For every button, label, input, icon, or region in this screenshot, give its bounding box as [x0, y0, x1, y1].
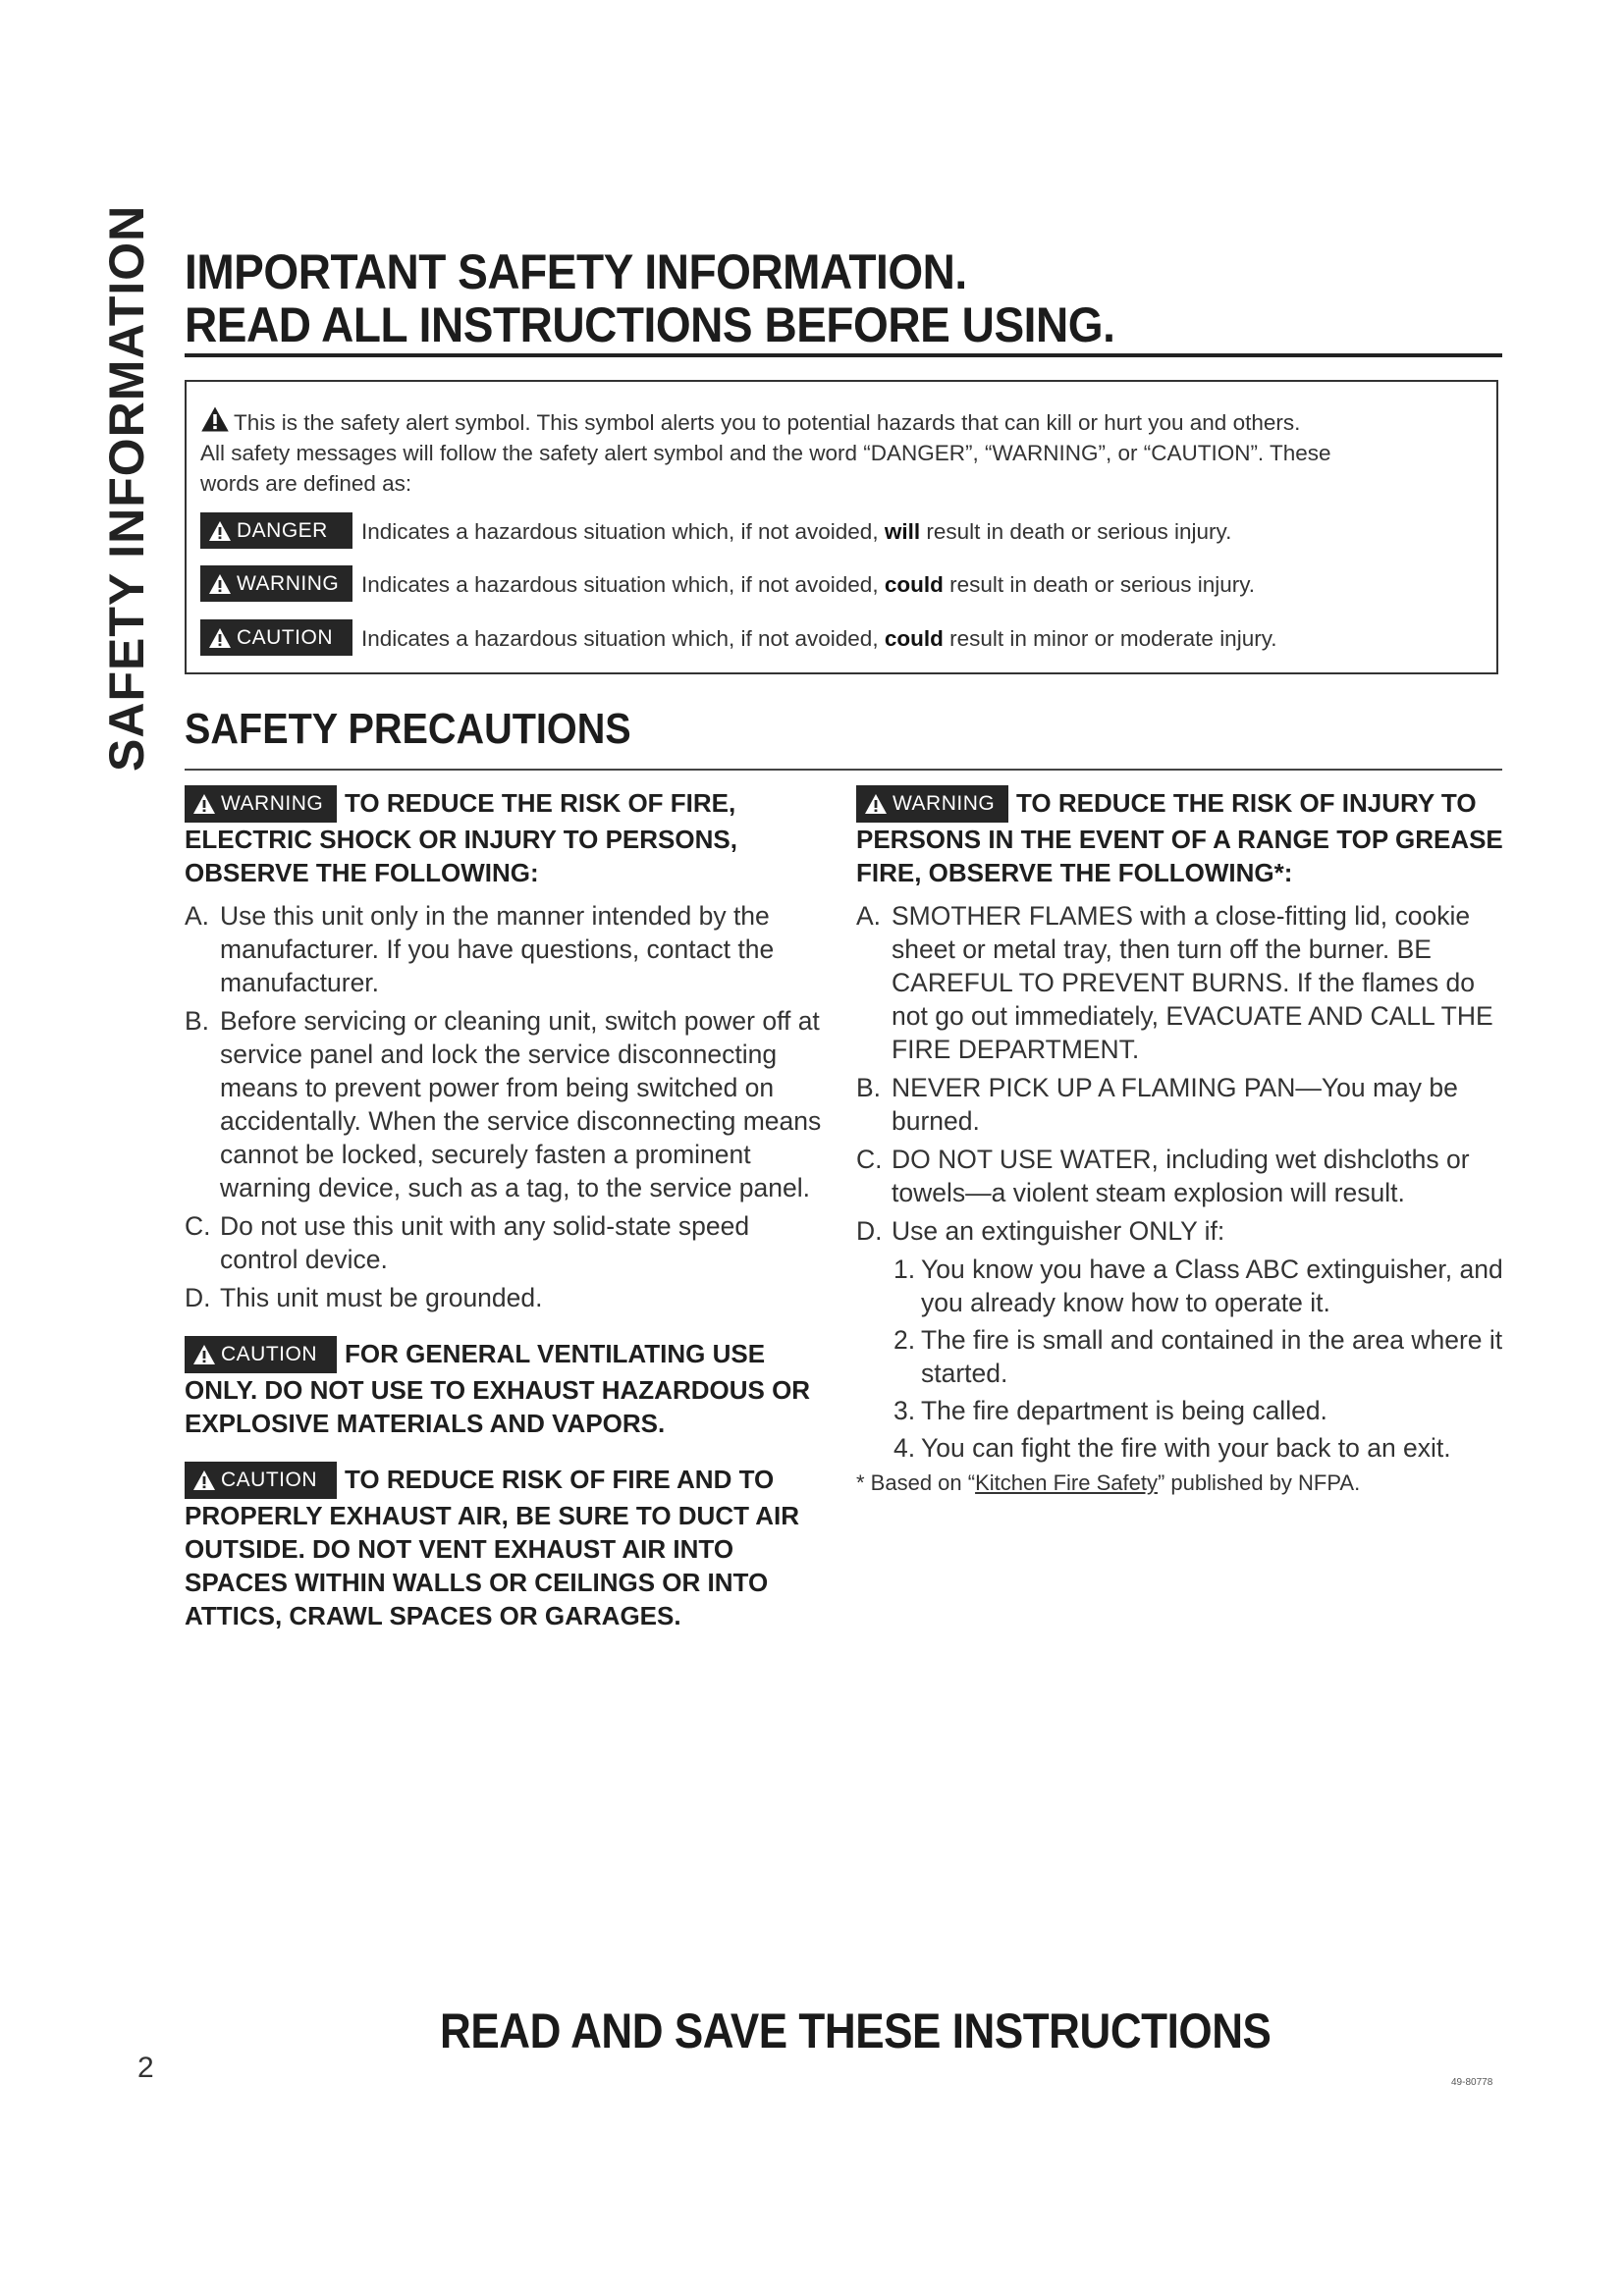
caution-badge: CAUTION	[185, 1336, 337, 1373]
list-item: D. Use an extinguisher ONLY if:	[856, 1216, 1225, 1246]
left-column	[185, 785, 833, 1642]
warning-triangle-icon	[192, 1469, 216, 1491]
list-item: D. This unit must be grounded.	[185, 1283, 543, 1312]
sub-list-item: 3. The fire department is being called.	[893, 1396, 1327, 1425]
definition-text: Indicates a hazardous situation which, if not avoided, will result in death or serious injury.	[361, 519, 1232, 544]
caution-badge: CAUTION	[185, 1462, 337, 1499]
sub-list-item: 2. The fire is small and contained in the area where it started.	[893, 1325, 1503, 1388]
list-item: B. NEVER PICK UP A FLAMING PAN—You may be burned.	[856, 1073, 1458, 1136]
list-item: C. Do not use this unit with any solid-state speed control device.	[185, 1211, 750, 1274]
safety-alert-icon	[200, 405, 230, 433]
list-item: A. SMOTHER FLAMES with a close-fitting lid, cookie sheet or metal tray, then turn off the burner. BE CAREFUL TO PREVENT BURNS. If the flames do not go out immediately, EVACUATE AND CALL THE FIRE DEPARTMENT.	[856, 901, 1493, 1064]
definition-text: Indicates a hazardous situation which, if not avoided, could result in minor or moderate injury.	[361, 626, 1277, 651]
sub-list-item: 4. You can fight the fire with your back to an exit.	[893, 1433, 1451, 1463]
alert-intro-line-1: This is the safety alert symbol. This symbol alerts you to potential hazards that can kill or hurt you and others.	[234, 410, 1301, 435]
danger-badge: DANGER	[200, 512, 352, 549]
alert-intro	[200, 405, 1487, 499]
definition-danger	[200, 512, 1487, 552]
nfpa-reference-link: Kitchen Fire Safety	[975, 1470, 1158, 1495]
warning-triangle-icon	[208, 627, 232, 649]
section-divider	[185, 769, 1502, 771]
warning-triangle-icon	[208, 520, 232, 542]
definition-caution	[200, 619, 1487, 659]
document-code: 49-80778	[1451, 2077, 1493, 2088]
page-title-line-1: IMPORTANT SAFETY INFORMATION.	[185, 244, 967, 299]
right-column	[856, 785, 1504, 1498]
warning-badge: WARNING	[200, 565, 352, 602]
caution-badge: CAUTION	[200, 619, 352, 656]
warning-triangle-icon	[192, 1344, 216, 1365]
list-item: C. DO NOT USE WATER, including wet dishcloths or towels—a violent steam explosion will result.	[856, 1145, 1470, 1207]
read-and-save-banner: READ AND SAVE THESE INSTRUCTIONS	[440, 2003, 1272, 2058]
warning-badge: WARNING	[185, 785, 337, 823]
warning-triangle-icon	[208, 573, 232, 595]
sub-list-item: 1. You know you have a Class ABC extinguisher, and you already know how to operate it.	[893, 1255, 1503, 1317]
warning-triangle-icon	[192, 793, 216, 815]
page-title	[185, 245, 1395, 351]
warning-heading-grease-fire: WARNING TO REDUCE THE RISK OF INJURY TO PERSONS IN THE EVENT OF A RANGE TOP GREASE FIRE, OBSERVE THE FOLLOWING*:	[856, 785, 1504, 889]
definition-warning	[200, 565, 1487, 605]
caution-heading-duct: CAUTION TO REDUCE RISK OF FIRE AND TO PROPERLY EXHAUST AIR, BE SURE TO DUCT AIR OUTSIDE. DO NOT VENT EXHAUST AIR INTO SPACES WITHIN WALLS OR CEILINGS OR INTO ATTICS, CRAWL SPACES OR GARAGES.	[185, 1462, 833, 1632]
warning-badge: WARNING	[856, 785, 1008, 823]
warning-triangle-icon	[864, 793, 888, 815]
page-title-line-2: READ ALL INSTRUCTIONS BEFORE USING.	[185, 297, 1115, 352]
definition-text: Indicates a hazardous situation which, if not avoided, could result in death or serious injury.	[361, 572, 1256, 597]
title-divider	[185, 353, 1502, 357]
list-item: B. Before servicing or cleaning unit, switch power off at service panel and lock the service disconnecting means to prevent power from being switched on accidentally. When the service disconnecting means cannot be locked, securely fasten a prominent warning device, such as a tag, to the service panel.	[185, 1006, 822, 1202]
page-number: 2	[137, 2052, 154, 2084]
section-title: SAFETY PRECAUTIONS	[185, 705, 631, 753]
alert-intro-line-3: words are defined as:	[200, 471, 412, 496]
alert-intro-line-2: All safety messages will follow the safety alert symbol and the word “DANGER”, “WARNING”, or “CAUTION”. These	[200, 441, 1331, 465]
side-section-title: SAFETY INFORMATION	[99, 204, 154, 772]
warning-heading-fire-shock: WARNING TO REDUCE THE RISK OF FIRE, ELECTRIC SHOCK OR INJURY TO PERSONS, OBSERVE THE FOLLOWING:	[185, 785, 833, 889]
footnote: * Based on “Kitchen Fire Safety” published by NFPA.	[856, 1470, 1361, 1495]
safety-alert-definitions-box	[185, 380, 1498, 674]
caution-heading-ventilating: CAUTION FOR GENERAL VENTILATING USE ONLY. DO NOT USE TO EXHAUST HAZARDOUS OR EXPLOSIVE MATERIALS AND VAPORS.	[185, 1336, 833, 1440]
list-item: A. Use this unit only in the manner intended by the manufacturer. If you have questions, contact the manufacturer.	[185, 901, 775, 997]
